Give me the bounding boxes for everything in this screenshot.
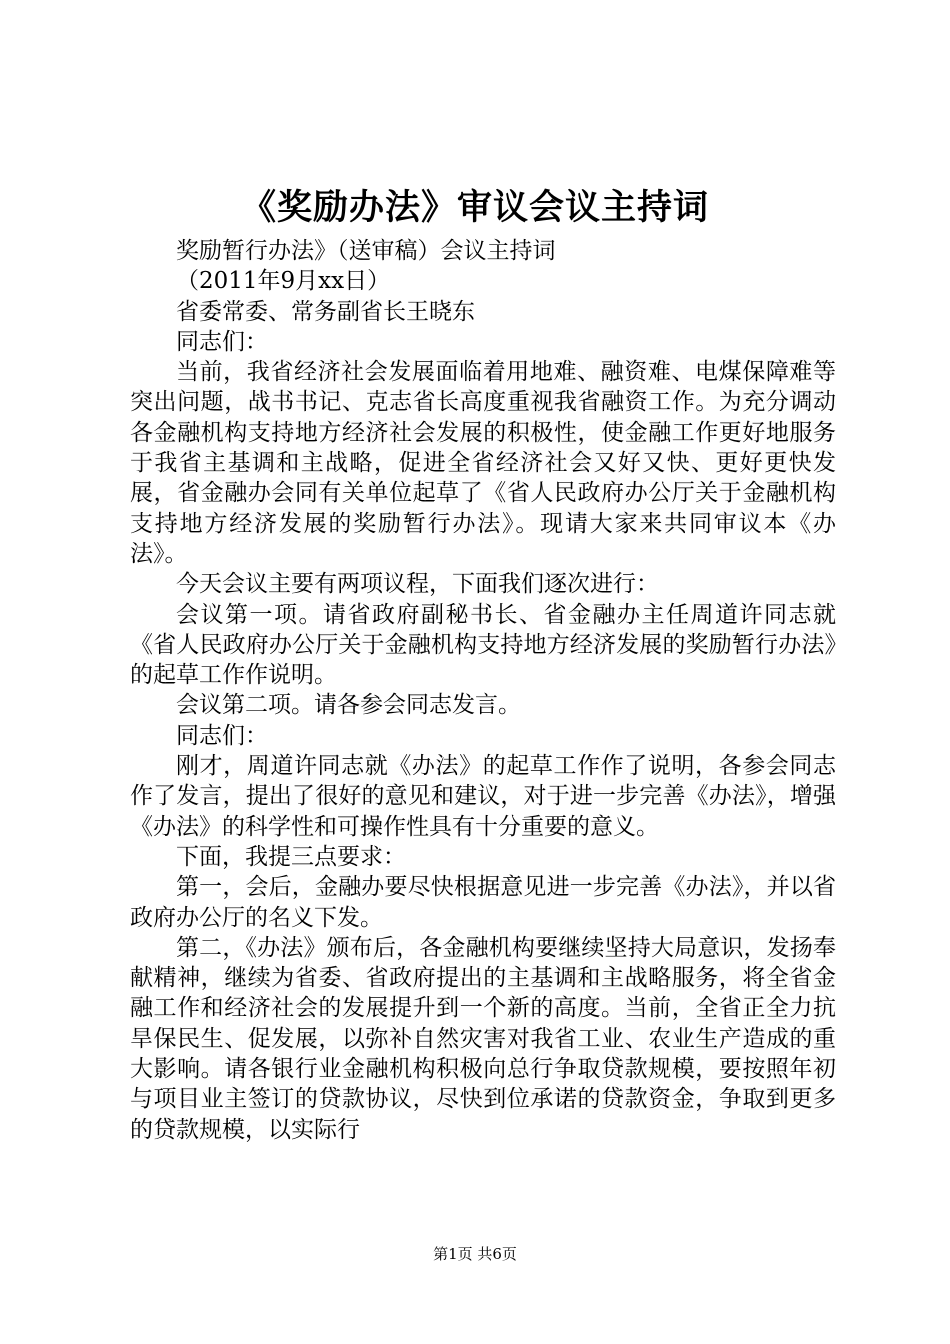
paragraph-salutation: 同志们： xyxy=(176,328,268,355)
paragraph-body: 下面，我提三点要求： xyxy=(176,843,406,870)
paragraph-subtitle: 奖励暂行办法》（送审稿）会议主持词 xyxy=(176,238,556,264)
document-body xyxy=(130,236,836,1145)
page-number-footer: 第1页 共6页 xyxy=(433,1245,517,1263)
paragraph-date: （2011年9月xx日） xyxy=(176,268,391,295)
paragraph-speaker: 省委常委、常务副省长王晓东 xyxy=(176,298,475,325)
paragraph-salutation: 同志们： xyxy=(176,722,268,749)
document-title: 《奖励办法》审议会议主持词 xyxy=(240,187,709,228)
paragraph-body: 今天会议主要有两项议程，下面我们逐次进行： xyxy=(176,571,659,598)
paragraph-body: 会议第二项。请各参会同志发言。 xyxy=(176,692,521,719)
paragraph-body: 当前，我省经济社会发展面临着用地难、融资难、电煤保障难等突出问题，战书书记、克志省长高度重视我省融资工作。为充分调动各金融机构支持地方经济社会发展的积极性，使金融工作更好地服务于我省主基调和主战略，促进全省经济社会又好又快、更好更快发展，省金融办会同有关单位起草了《省人民政府办公厅关于金融机构支持地方经济发展的奖励暂行办法》。现请大家来共同审议本《办法》。 xyxy=(130,359,836,567)
paragraph-body: 第二，《办法》颁布后，各金融机构要继续坚持大局意识，发扬奉献精神，继续为省委、省政府提出的主基调和主战略服务，将全省金融工作和经济社会的发展提升到一个新的高度。当前，全省正全力抗旱保民生、促发展，以弥补自然灾害对我省工业、农业生产造成的重大影响。请各银行业金融机构积极向总行争取贷款规模，要按照年初与项目业主签订的贷款协议，尽快到位承诺的贷款资金，争取到更多的贷款规模，以实际行 xyxy=(130,934,836,1143)
paragraph-body: 会议第一项。请省政府副秘书长、省金融办主任周道许同志就《省人民政府办公厅关于金融机构支持地方经济发展的奖励暂行办法》的起草工作作说明。 xyxy=(130,601,836,689)
paragraph-body: 刚才，周道许同志就《办法》的起草工作作了说明，各参会同志作了发言，提出了很好的意见和建议，对于进一步完善《办法》，增强《办法》的科学性和可操作性具有十分重要的意义。 xyxy=(130,753,836,840)
paragraph-body: 第一，会后，金融办要尽快根据意见进一步完善《办法》，并以省政府办公厅的名义下发。 xyxy=(130,874,836,931)
